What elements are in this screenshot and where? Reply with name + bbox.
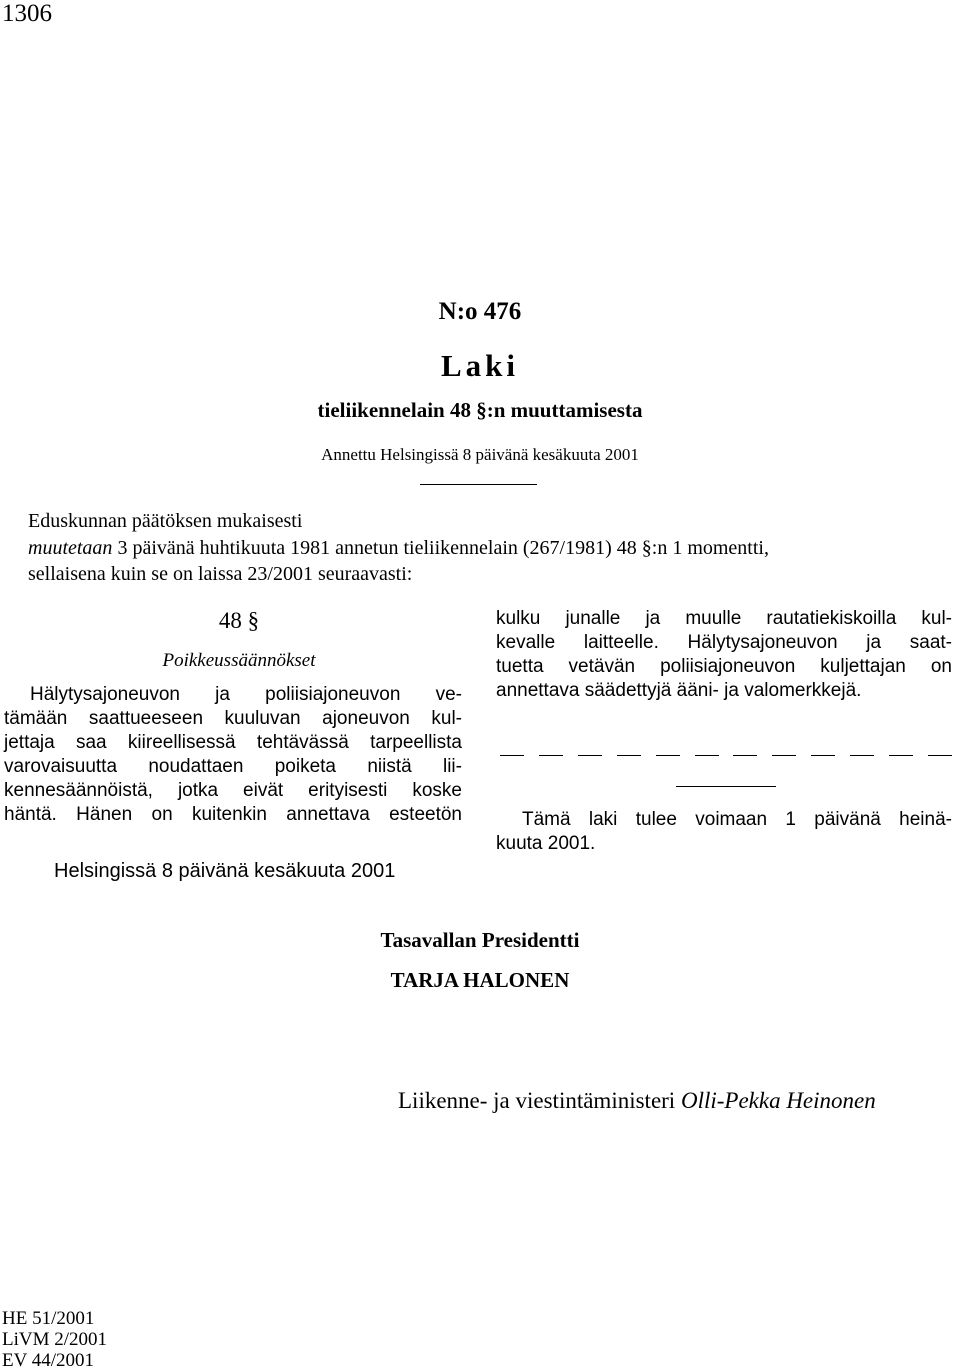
place-date: Helsingissä 8 päivänä kesäkuuta 2001	[54, 860, 396, 882]
preamble-amended-word: muutetaan	[28, 537, 113, 559]
dash	[617, 755, 641, 756]
body-line: annettava säädettyjä ääni- ja valomerkkejä.	[496, 680, 862, 701]
page-number: 1306	[2, 0, 52, 27]
law-title: Laki	[440, 348, 520, 383]
reference-livm: LiVM 2/2001	[2, 1329, 108, 1350]
given-date-line: Annettu Helsingissä 8 päivänä kesäkuuta 2001	[321, 445, 639, 464]
dash	[578, 755, 602, 756]
section-heading: Poikkeussäännökset	[162, 650, 316, 671]
reference-ev: EV 44/2001	[2, 1350, 95, 1371]
preamble-line-1: Eduskunnan päätöksen mukaisesti	[28, 510, 303, 532]
entry-into-force-line: kuuta 2001.	[496, 833, 596, 854]
dash	[539, 755, 563, 756]
minister-title: Liikenne- ja viestintäministeri	[398, 1088, 676, 1113]
dash	[811, 755, 835, 756]
law-subtitle: tieliikennelain 48 §:n muuttamisesta	[317, 398, 643, 422]
president-title: Tasavallan Presidentti	[380, 928, 580, 952]
body-line: tuetta vetävän poliisiajoneuvon kuljettajan on	[496, 656, 952, 677]
minister-name: Olli-Pekka Heinonen	[680, 1088, 876, 1113]
reference-he: HE 51/2001	[2, 1308, 95, 1329]
dash	[889, 755, 913, 756]
body-line: varovaisuutta noudattaen poiketa niistä lii-	[4, 756, 462, 777]
preamble-line-2	[28, 537, 769, 560]
minister-signature	[398, 1088, 876, 1114]
body-line: jettaja saa kiireellisessä tehtävässä tarpeellista	[4, 732, 462, 753]
body-line: kevalle laitteelle. Hälytysajoneuvon ja saat-	[496, 632, 952, 653]
section-end-divider	[676, 786, 776, 787]
title-divider	[420, 484, 537, 485]
dash	[500, 755, 524, 756]
omission-dash-line	[500, 755, 952, 757]
dash	[695, 755, 719, 756]
body-line: Hälytysajoneuvon ja poliisiajoneuvon ve-	[30, 684, 462, 705]
dash	[733, 755, 757, 756]
dash	[928, 755, 952, 756]
dash	[850, 755, 874, 756]
dash	[656, 755, 680, 756]
president-name: TARJA HALONEN	[390, 968, 570, 992]
body-line: kulku junalle ja muulle rautatiekiskoilla kul-	[496, 608, 952, 629]
body-line: kennesäännöistä, jotka eivät erityisesti koske	[4, 780, 462, 801]
section-number: 48 §	[218, 608, 260, 633]
body-line: häntä. Hänen on kuitenkin annettava esteetön	[4, 804, 462, 825]
body-line: tämään saattueeseen kuuluvan ajoneuvon kul-	[4, 708, 462, 729]
preamble-line-3: sellaisena kuin se on laissa 23/2001 seuraavasti:	[28, 563, 413, 585]
statute-number: N:o 476	[438, 298, 522, 325]
entry-into-force-line: Tämä laki tulee voimaan 1 päivänä heinä-	[522, 809, 952, 830]
dash	[772, 755, 796, 756]
preamble-line-2-rest: 3 päivänä huhtikuuta 1981 annetun tieliikennelain (267/1981) 48 §:n 1 momentti,	[112, 537, 769, 559]
